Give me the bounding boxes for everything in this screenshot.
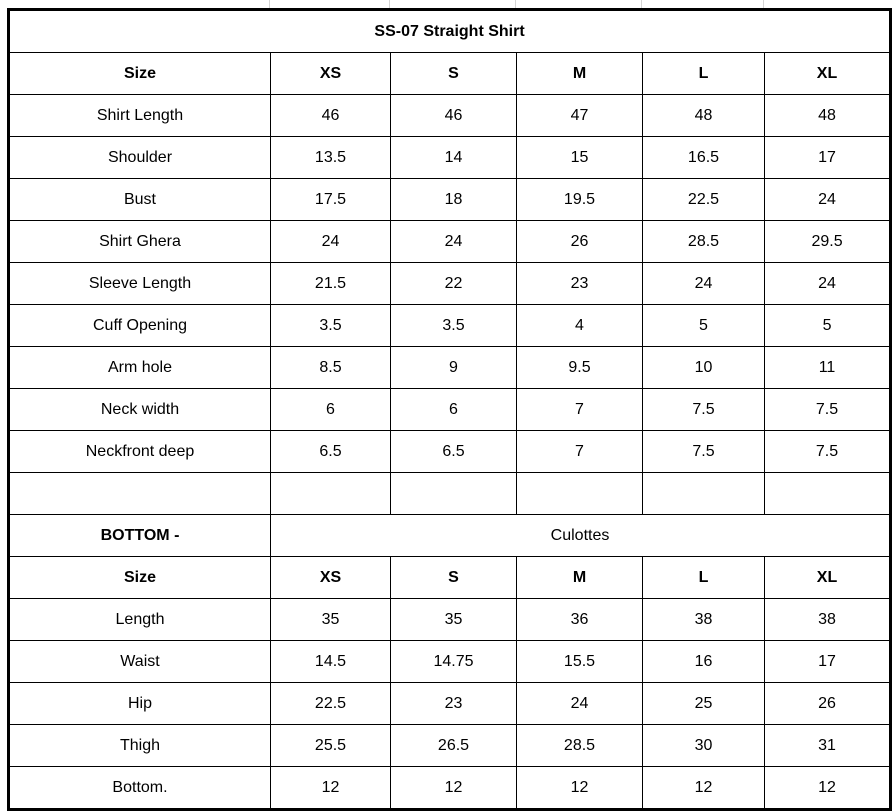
table-row — [9, 431, 891, 473]
table-row — [9, 641, 891, 683]
table-row — [9, 221, 891, 263]
grid-line — [269, 0, 270, 8]
table-row — [9, 725, 891, 767]
measurement-value: 5 — [765, 305, 891, 347]
bottom-section-row — [9, 515, 891, 557]
grid-line — [641, 0, 642, 8]
measurement-value: 38 — [643, 599, 765, 641]
measurement-value: 16 — [643, 641, 765, 683]
measurement-value: 22.5 — [643, 179, 765, 221]
measurement-value: 23 — [391, 683, 517, 725]
measurement-value: 29.5 — [765, 221, 891, 263]
measurement-value: 24 — [765, 179, 891, 221]
size-header-xl: XL — [765, 53, 891, 95]
measurement-value: 28.5 — [643, 221, 765, 263]
measurement-value: 15.5 — [517, 641, 643, 683]
measurement-value: 6.5 — [391, 431, 517, 473]
title-row — [9, 10, 891, 53]
measurement-value: 9.5 — [517, 347, 643, 389]
table-row — [9, 263, 891, 305]
measurement-value: 26 — [517, 221, 643, 263]
measurement-value: 3.5 — [391, 305, 517, 347]
measurement-value: 14 — [391, 137, 517, 179]
size-header-s: S — [391, 53, 517, 95]
measurement-value: 13.5 — [271, 137, 391, 179]
measurement-value: 26.5 — [391, 725, 517, 767]
empty-cell — [517, 473, 643, 515]
measurement-value: 30 — [643, 725, 765, 767]
bottom-section-label: BOTTOM - — [9, 515, 271, 557]
measurement-value: 35 — [271, 599, 391, 641]
measurement-value: 9 — [391, 347, 517, 389]
measurement-value: 23 — [517, 263, 643, 305]
table-row — [9, 767, 891, 810]
measurement-value: 7.5 — [643, 431, 765, 473]
measurement-value: 4 — [517, 305, 643, 347]
measurement-value: 18 — [391, 179, 517, 221]
size-header-l: L — [643, 557, 765, 599]
table-row — [9, 305, 891, 347]
measurement-value: 12 — [643, 767, 765, 810]
size-header-l: L — [643, 53, 765, 95]
empty-cell — [643, 473, 765, 515]
measurement-value: 6 — [271, 389, 391, 431]
size-header-m: M — [517, 53, 643, 95]
measurement-value: 16.5 — [643, 137, 765, 179]
measurement-value: 24 — [765, 263, 891, 305]
measurement-value: 15 — [517, 137, 643, 179]
size-header-m: M — [517, 557, 643, 599]
measurement-value: 14.75 — [391, 641, 517, 683]
measurement-label: Sleeve Length — [9, 263, 271, 305]
size-header-label: Size — [9, 557, 271, 599]
measurement-value: 46 — [391, 95, 517, 137]
measurement-value: 19.5 — [517, 179, 643, 221]
measurement-value: 48 — [643, 95, 765, 137]
measurement-value: 11 — [765, 347, 891, 389]
measurement-value: 6.5 — [271, 431, 391, 473]
size-chart-table — [7, 8, 892, 811]
table-row — [9, 179, 891, 221]
measurement-label: Length — [9, 599, 271, 641]
measurement-value: 31 — [765, 725, 891, 767]
measurement-value: 25 — [643, 683, 765, 725]
empty-cell — [271, 473, 391, 515]
measurement-value: 7 — [517, 431, 643, 473]
size-header-label: Size — [9, 53, 271, 95]
measurement-value: 47 — [517, 95, 643, 137]
measurement-value: 14.5 — [271, 641, 391, 683]
measurement-label: Cuff Opening — [9, 305, 271, 347]
measurement-value: 28.5 — [517, 725, 643, 767]
measurement-value: 24 — [391, 221, 517, 263]
measurement-label: Thigh — [9, 725, 271, 767]
bottom-style-name: Culottes — [271, 515, 891, 557]
measurement-value: 12 — [765, 767, 891, 810]
measurement-value: 17 — [765, 641, 891, 683]
measurement-label: Waist — [9, 641, 271, 683]
measurement-value: 7.5 — [643, 389, 765, 431]
measurement-value: 24 — [271, 221, 391, 263]
table-row — [9, 599, 891, 641]
measurement-value: 17 — [765, 137, 891, 179]
measurement-value: 6 — [391, 389, 517, 431]
grid-line — [763, 0, 764, 8]
measurement-label: Arm hole — [9, 347, 271, 389]
empty-cell — [9, 473, 271, 515]
measurement-label: Shirt Length — [9, 95, 271, 137]
table-row — [9, 137, 891, 179]
measurement-value: 48 — [765, 95, 891, 137]
measurement-value: 38 — [765, 599, 891, 641]
bottom-size-header-row — [9, 557, 891, 599]
grid-line — [389, 0, 390, 8]
grid-line — [515, 0, 516, 8]
product-title: SS-07 Straight Shirt — [9, 10, 891, 53]
measurement-label: Bottom. — [9, 767, 271, 810]
measurement-value: 46 — [271, 95, 391, 137]
measurement-value: 7.5 — [765, 389, 891, 431]
measurement-label: Bust — [9, 179, 271, 221]
measurement-value: 21.5 — [271, 263, 391, 305]
measurement-value: 8.5 — [271, 347, 391, 389]
measurement-value: 22.5 — [271, 683, 391, 725]
measurement-value: 24 — [517, 683, 643, 725]
empty-cell — [765, 473, 891, 515]
measurement-value: 12 — [271, 767, 391, 810]
spacer-row — [9, 473, 891, 515]
measurement-value: 3.5 — [271, 305, 391, 347]
empty-cell — [391, 473, 517, 515]
measurement-label: Shirt Ghera — [9, 221, 271, 263]
measurement-value: 25.5 — [271, 725, 391, 767]
table-row — [9, 389, 891, 431]
measurement-label: Neck width — [9, 389, 271, 431]
size-header-xl: XL — [765, 557, 891, 599]
measurement-value: 17.5 — [271, 179, 391, 221]
table-row — [9, 347, 891, 389]
measurement-value: 7.5 — [765, 431, 891, 473]
measurement-label: Hip — [9, 683, 271, 725]
measurement-label: Shoulder — [9, 137, 271, 179]
measurement-value: 24 — [643, 263, 765, 305]
size-header-xs: XS — [271, 53, 391, 95]
measurement-value: 12 — [517, 767, 643, 810]
size-header-s: S — [391, 557, 517, 599]
measurement-value: 5 — [643, 305, 765, 347]
measurement-value: 35 — [391, 599, 517, 641]
table-row — [9, 95, 891, 137]
measurement-value: 7 — [517, 389, 643, 431]
shirt-size-header-row — [9, 53, 891, 95]
measurement-value: 12 — [391, 767, 517, 810]
size-header-xs: XS — [271, 557, 391, 599]
measurement-value: 36 — [517, 599, 643, 641]
table-row — [9, 683, 891, 725]
measurement-value: 26 — [765, 683, 891, 725]
measurement-value: 10 — [643, 347, 765, 389]
measurement-label: Neckfront deep — [9, 431, 271, 473]
measurement-value: 22 — [391, 263, 517, 305]
